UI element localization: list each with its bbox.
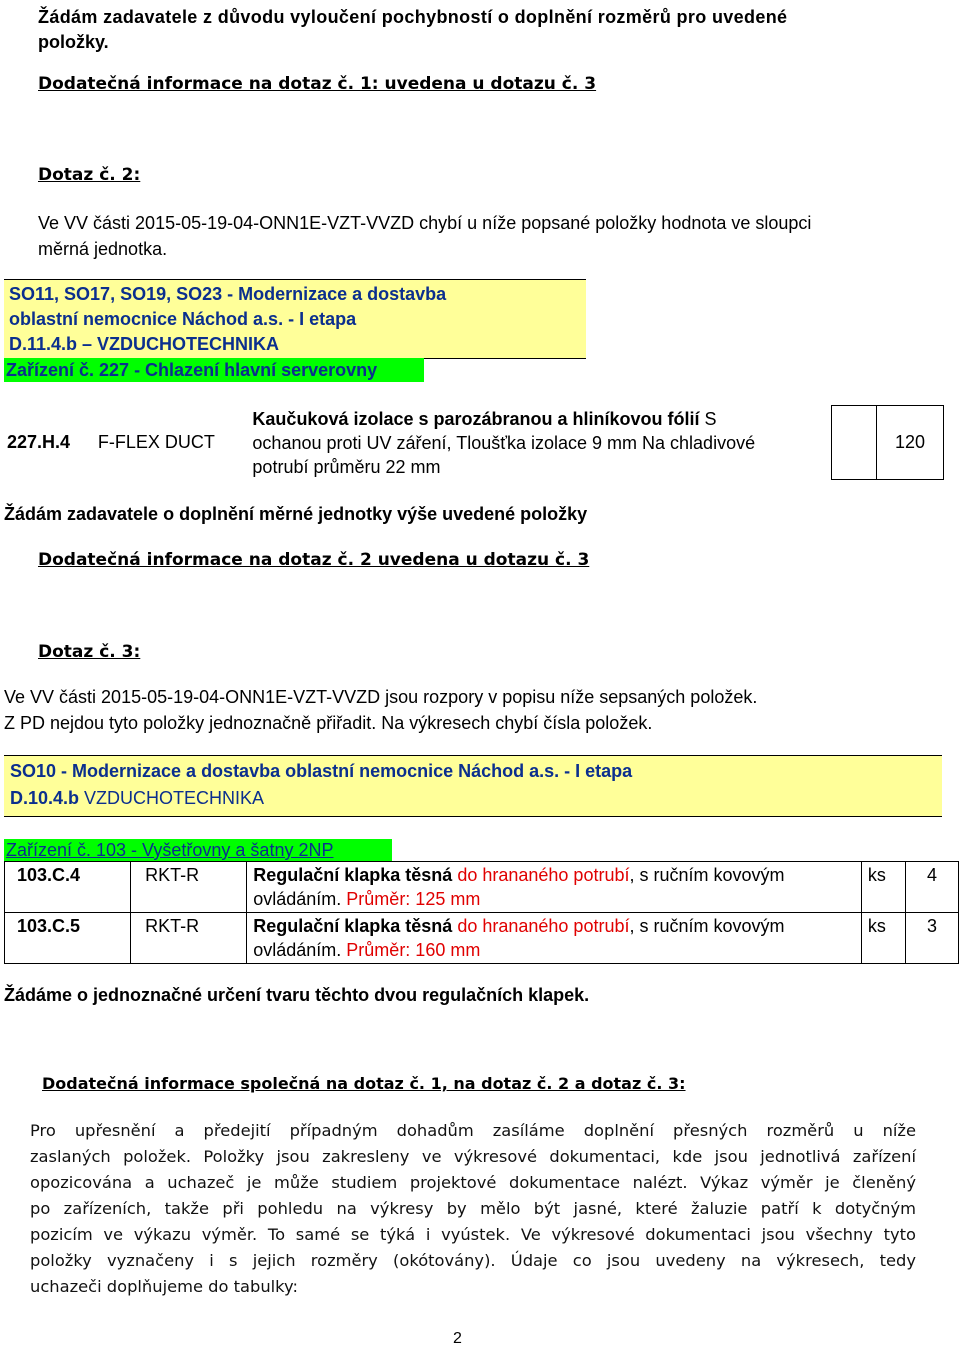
- item-product: F-FLEX DUCT: [97, 432, 215, 452]
- question-2-body-line-1: Ve VV části 2015-05-19-04-ONN1E-VZT-VVZD chybí u níže popsané položky hodnota ve sloupci: [38, 213, 812, 233]
- table-row: [5, 862, 959, 913]
- joint-answer-line-3: opozicována a uchazeč je může studiem projektové dokumentace nalézt. Výkaz výměr je členěný: [30, 1173, 916, 1192]
- item-description: Regulační klapka těsná do hrananého potrubí, s ručním kovovým ovládáním. Průměr: 160 mm: [247, 913, 862, 964]
- joint-answer-title: Dodatečná informace společná na dotaz č. 1, na dotaz č. 2 a dotaz č. 3:: [42, 1074, 686, 1093]
- question-3-body-line-2: Z PD nejdou tyto položky jednoznačně přiřadit. Na výkresech chybí čísla položek.: [4, 713, 653, 733]
- building-object-q3-line-2: [10, 785, 264, 811]
- joint-answer-line-6: položky vyznačeny i s jejich rozměry (okótovány). Údaje co jsou uvedeny na výkresech, tedy: [30, 1251, 916, 1270]
- item-product: RKT-R: [131, 913, 247, 964]
- building-object-q3-code: D.10.4.b: [10, 788, 80, 808]
- items-table-q3: [4, 861, 959, 964]
- request-line-2: položky.: [38, 32, 109, 52]
- equipment-label: Zařízení č. 227 - Chlazení hlavní serverovny: [4, 358, 424, 382]
- items-table-q2: [4, 405, 944, 480]
- joint-answer-line-7: uchazeči doplňujeme do tabulky:: [30, 1277, 298, 1296]
- additional-info-q2: Dodatečná informace na dotaz č. 2 uvedena u dotazu č. 3: [38, 550, 590, 570]
- joint-answer-line-1: Pro upřesnění a předejití případným dohadům zasíláme doplnění přesných rozměrů u níže: [30, 1121, 916, 1140]
- question-2-body: [38, 210, 928, 262]
- item-unit: ks: [861, 913, 905, 964]
- request-q3: Žádáme o jednoznačné určení tvaru těchto dvou regulačních klapek.: [4, 985, 590, 1005]
- building-object-line-3: D.11.4.b – VZDUCHOTECHNIKA: [9, 334, 280, 354]
- item-qty: 3: [905, 913, 958, 964]
- building-object-q3-title: VZDUCHOTECHNIKA: [79, 788, 265, 808]
- item-unit: ks: [861, 862, 905, 913]
- page-number: 2: [453, 1330, 462, 1347]
- equipment-label-q3: Zařízení č. 103 - Vyšetřovny a šatny 2NP: [4, 839, 392, 861]
- question-3-body-line-1: Ve VV části 2015-05-19-04-ONN1E-VZT-VVZD jsou rozpory v popisu níže sepsaných položek.: [4, 687, 758, 707]
- building-object-line-1: SO11, SO17, SO19, SO23 - Modernizace a dostavba: [9, 284, 447, 304]
- item-qty: 4: [905, 862, 958, 913]
- question-2-title: Dotaz č. 2:: [38, 165, 141, 185]
- question-3-title: Dotaz č. 3:: [38, 642, 141, 662]
- request-line-1: Žádám zadavatele z důvodu vyloučení pochybností o doplnění rozměrů pro uvedené: [38, 7, 788, 27]
- item-qty: 120: [877, 406, 944, 480]
- building-object-box-q3: [4, 755, 942, 817]
- question-3-body: [4, 684, 934, 736]
- request-q2: Žádám zadavatele o doplnění měrné jednotky výše uvedené položky: [4, 504, 588, 524]
- item-code: 103.C.4: [5, 862, 131, 913]
- building-object-box: [4, 279, 586, 359]
- item-unit: [832, 406, 877, 480]
- joint-answer-line-4: po zařízeních, takže při pohledu na výkresy by mělo být jasné, které žaluzie patří k dotyčným: [30, 1199, 916, 1218]
- question-2-body-line-2: měrná jednotka.: [38, 239, 168, 259]
- building-object-line-2: oblastní nemocnice Náchod a.s. - I etapa: [9, 309, 357, 329]
- building-object-q3-line-1: SO10 - Modernizace a dostavba oblastní nemocnice Náchod a.s. - I etapa: [10, 761, 633, 781]
- table-row: [5, 913, 959, 964]
- item-product: RKT-R: [131, 862, 247, 913]
- item-description: Regulační klapka těsná do hrananého potrubí, s ručním kovovým ovládáním. Průměr: 125 mm: [247, 862, 862, 913]
- additional-info-q1: Dodatečná informace na dotaz č. 1: uvedena u dotazu č. 3: [38, 74, 597, 94]
- table-row: [4, 406, 944, 480]
- item-description: Kaučuková izolace s parozábranou a hliníkovou fólií S ochanou proti UV záření, Tloušťka izolace 9 mm Na chladivové potrubí průměru 22 mm: [252, 408, 756, 477]
- joint-answer-line-2: zaslaných položek. Položky jsou zakresleny ve výkresové dokumentaci, kde jsou jednotlivá zařízení: [30, 1147, 916, 1166]
- item-code: 227.H.4: [7, 432, 71, 452]
- joint-answer-body: [30, 1118, 916, 1300]
- joint-answer-line-5: pozicím ve výkazu výměr. To samé se týká i vyústek. Ve výkresové dokumentaci jsou všechny tyto: [30, 1225, 916, 1244]
- item-code: 103.C.5: [5, 913, 131, 964]
